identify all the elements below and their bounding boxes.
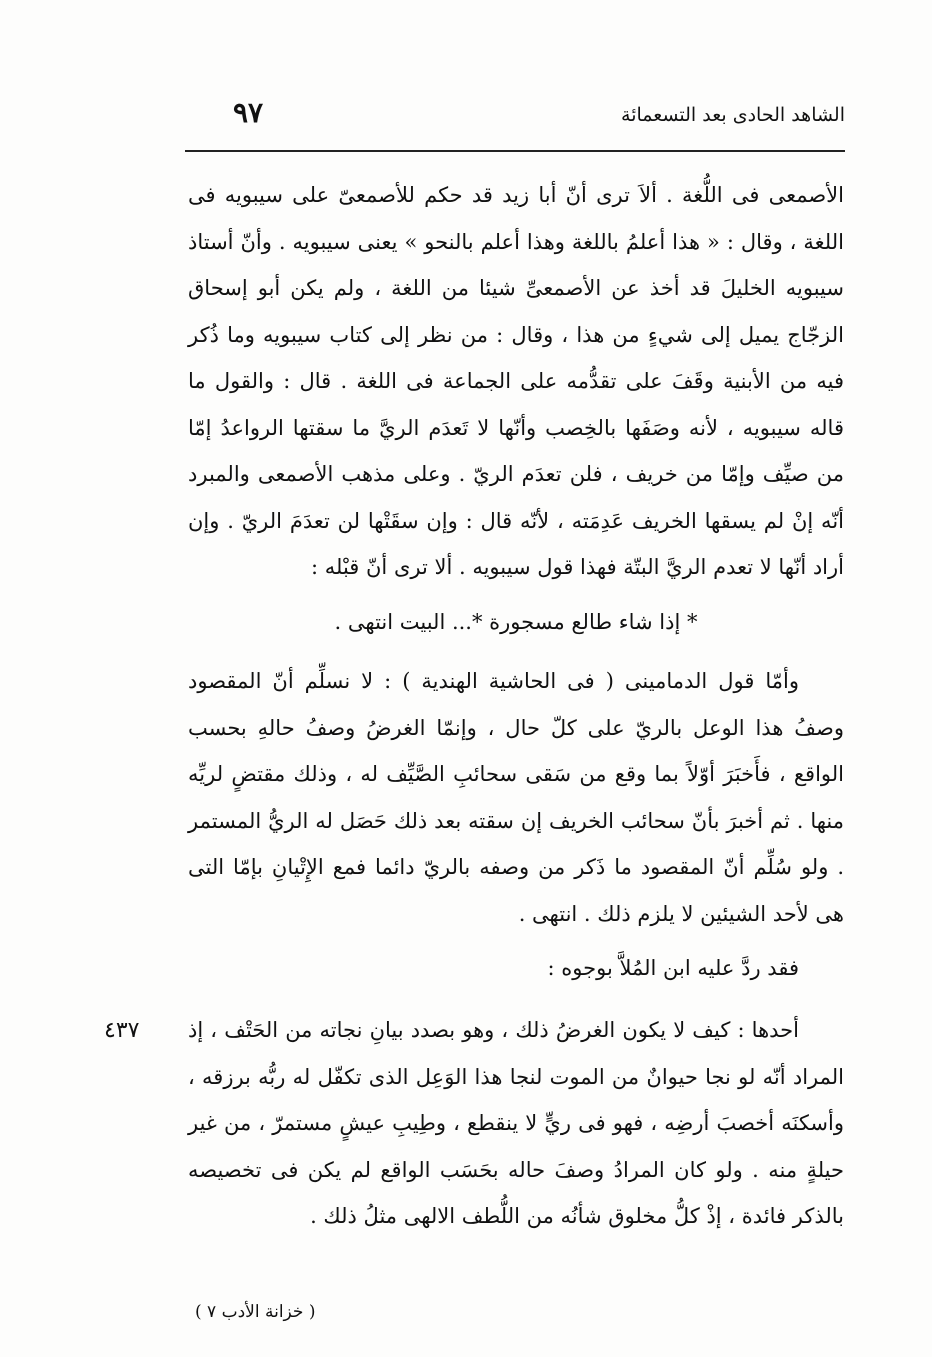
margin-number: ٤٣٧ <box>104 1018 140 1043</box>
running-title: الشاهد الحادى بعد التسعمائة <box>621 104 845 126</box>
paragraph-2: وأمّا قول الدمامينى ( فى الحاشية الهندية ) : لا نسلِّم أنّ المقصود وصفُ هذا الوعل بالريّ على كلّ حال ، وإنمّا الغرضُ وصفُ حالهِ بحسب الواقع ، فأَخبَرَ أوّلاً بما وقع من سَقى سحائبِ الصَّيِّف له ، وذلك مقتضٍ لريِّه منها . ثم أخبرَ بأنّ سحائب الخريف إن سقته بعد ذلك حَصَل له الريُّ المستمر . ولو سُلِّم أنّ المقصود ما ذَكر من وصفه بالريّ دائما فمع الإِتْيانِ بإمّا التى هى لأحد الشيئين لا يلزم ذلك . انتهى . <box>188 669 844 926</box>
paragraph-4: أحدها : كيف لا يكون الغرضُ ذلك ، وهو بصدد بيانِ نجاته من الحَتْف ، إذ المراد أنّه لو نجا حيوانٌ من الموت لنجا هذا الوَعِل الذى تكفّل له ربُّه برزقه ، وأسكنَه أخصبَ أرضِه ، فهو فى ريٍّ لا ينقطع ، وطِيبِ عيشٍ مستمرّ ، من غير حيلةٍ منه . ولو كان المرادُ وصفَ حاله بحَسَب الواقع لم يكن فى تخصيصه بالذكر فائدة ، إذْ كلُّ مخلوق شأنُه من اللُّطف الالهى مثلُ ذلك . <box>188 1018 844 1228</box>
paragraph-1: الأصمعى فى اللُّغة . ألاَ ترى أنّ أبا زيد قد حكم للأصمعىّ على سيبويه فى اللغة ، وقال : « هذا أعلمُ باللغة وهذا أعلم بالنحو » يعنى سيبويه . وأنّ أستاذ سيبويه الخليلَ قد أخذ عن الأصمعىِّ شيئا من اللغة ، ولم يكن أبو إسحاق الزجّاج يميل إلى شيءٍ من هذا ، وقال : من نظر إلى كتاب سيبويه وما ذُكر فيه من الأبنية وقَفَ على تقدُّمه على الجماعة فى اللغة . قال : والقول ما قاله سيبويه ، لأنه وصَفَها بالخِصب وأنّها لا تَعدَم الريَّ ما سقتها الرواعدُ إمّا من صيِّف وإمّا من خريف ، فلن تعدَم الريّ . وعلى مذهب الأصمعى والمبرد أنّه إنْ لم يسقها الخريف عَدِمَته ، لأنّه قال : وإن سقَتْها لن تعدَمَ الريّ . وإن أراد أنّها لا تعدم الريَّ البتّة فهذا قول سيبويه . ألا ترى أنّ قبْله : <box>188 183 844 579</box>
paragraph-3: فقد ردَّ عليه ابن المُلاَّ بوجوه : <box>547 956 799 980</box>
footer-signature: ( خزانة الأدب ٧ ) <box>195 1302 316 1322</box>
text-block-1 <box>188 172 844 591</box>
text-block-4 <box>188 1007 844 1240</box>
text-block-2 <box>188 658 844 937</box>
text-block-3 <box>188 945 844 992</box>
page-number: ٩٧ <box>233 96 264 129</box>
header-rule <box>185 150 845 152</box>
page-header <box>185 98 845 138</box>
verse-citation: * إذا شاء طالع مسجورة *... البيت انتهى . <box>334 610 698 634</box>
